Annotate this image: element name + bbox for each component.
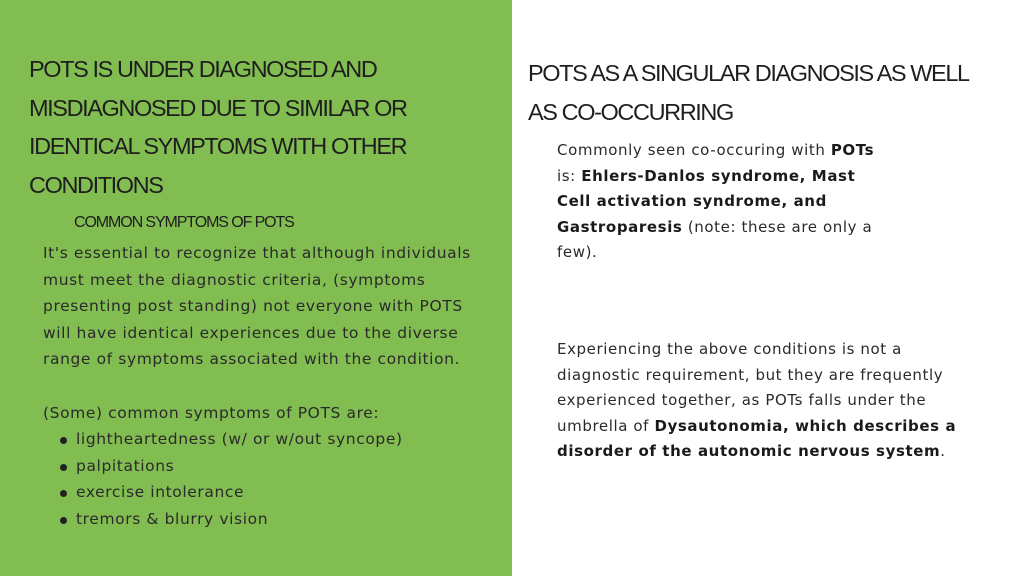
bullet-icon <box>60 437 67 444</box>
co-occurring-paragraph <box>557 138 887 266</box>
dysautonomia-lead: Experiencing the above conditions is not a diagnostic requirement, but they are frequently experienced together, as POTs falls under the umbrella of <box>557 340 944 435</box>
bullet-icon <box>60 464 67 471</box>
spacer <box>43 373 493 400</box>
right-title: POTS AS A SINGULAR DIAGNOSIS AS WELL AS CO-OCCURRING <box>528 60 968 125</box>
left-body <box>43 240 493 533</box>
symptoms-list <box>43 426 493 532</box>
dysautonomia-text <box>557 337 977 465</box>
left-title: POTS IS UNDER DIAGNOSED AND MISDIAGNOSED DUE TO SIMILAR OR IDENTICAL SYMPTOMS WITH OTHER CONDITIONS <box>29 56 407 198</box>
left-subtitle: COMMON SYMPTOMS OF POTS <box>74 214 294 231</box>
dysautonomia-paragraph <box>557 337 977 465</box>
dysautonomia-definition: Dysautonomia, which describes a disorder of the autonomic nervous system <box>557 416 957 461</box>
bullet-icon <box>60 517 67 524</box>
co-occurring-text <box>557 138 887 266</box>
symptom-label: palpitations <box>76 456 175 475</box>
list-item <box>43 426 493 453</box>
symptom-label: lightheartedness (w/ or w/out syncope) <box>76 430 403 449</box>
bullet-icon <box>60 490 67 497</box>
symptoms-intro: (Some) common symptoms of POTS are: <box>43 403 380 422</box>
pots-term: POTs <box>830 141 875 159</box>
list-item <box>43 506 493 533</box>
list-item <box>43 479 493 506</box>
list-item <box>43 453 493 480</box>
sentence-end: . <box>940 442 946 461</box>
symptom-label: tremors & blurry vision <box>76 509 269 528</box>
symptom-label: exercise intolerance <box>76 483 245 502</box>
note-text: (note: these are only a few). <box>557 217 873 262</box>
left-paragraph: It's essential to recognize that although individuals must meet the diagnostic criteria, (symptoms presenting post standing) not everyone with POTS will have identical experiences due to the diverse range of symptoms associated with the condition. <box>43 244 471 369</box>
co-occurring-prefix: Commonly seen co-occuring with <box>557 141 831 159</box>
is-text: is: <box>557 166 582 185</box>
conditions-list: Ehlers-Danlos syndrome, Mast Cell activation syndrome, and Gastroparesis <box>557 166 856 236</box>
